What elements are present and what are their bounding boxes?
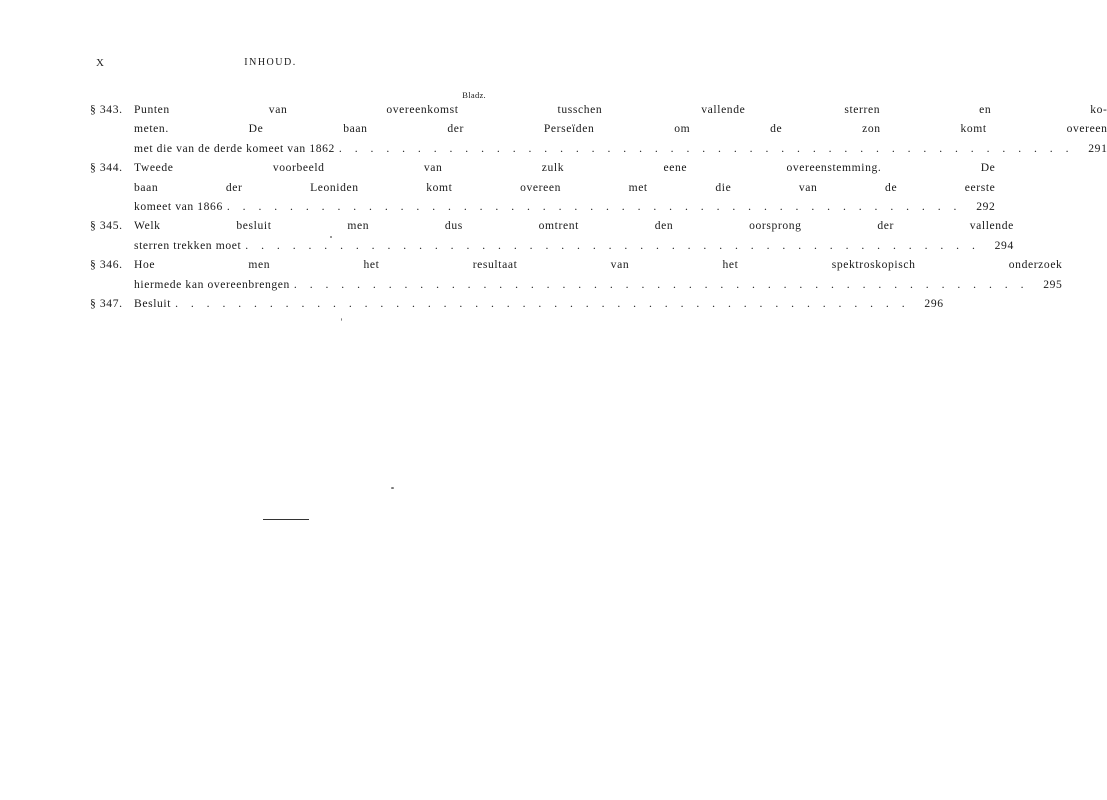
section-number: § 344. — [90, 161, 123, 175]
end-rule — [263, 519, 309, 520]
toc-entry — [90, 216, 1014, 255]
dot-leader — [175, 294, 910, 313]
toc-entry — [90, 158, 996, 216]
toc-entry — [90, 255, 1063, 294]
running-title: INHOUD. — [244, 57, 297, 68]
entry-line: meten. De baan der Perseïden om de zon komt overeen — [134, 122, 1107, 136]
entry-last-line — [134, 294, 944, 313]
section-number: § 345. — [90, 219, 123, 233]
page-reference: 295 — [1043, 277, 1063, 291]
entry-line: hiermede kan overeenbrengen — [134, 277, 290, 291]
page-reference: 294 — [994, 238, 1014, 252]
section-number: § 347. — [90, 297, 123, 311]
page-reference: 296 — [924, 297, 944, 311]
page-column-label: Bladz. — [462, 90, 486, 100]
dot-leader — [227, 197, 962, 216]
entry-line: Besluit — [134, 297, 172, 311]
entry-last-line — [134, 236, 1014, 255]
entry-line: Punten van overeenkomst tusschen vallende sterren en ko- — [134, 103, 1107, 116]
entry-text — [134, 294, 944, 313]
page-reference: 292 — [976, 200, 996, 214]
entry-text — [134, 255, 1062, 294]
dot-leader — [294, 275, 1029, 294]
entry-last-line — [134, 197, 995, 216]
paper-speck — [330, 236, 332, 238]
section-number: § 346. — [90, 258, 123, 272]
entry-text — [134, 100, 1107, 158]
toc-entry — [90, 100, 1107, 158]
entry-line: Tweede voorbeeld van zulk eene overeenstemming. De — [134, 161, 996, 175]
paper-speck — [391, 487, 394, 489]
toc-entry — [90, 294, 944, 313]
entry-text — [134, 216, 1014, 255]
table-of-contents — [90, 100, 1107, 313]
entry-line: met die van de derde komeet van 1862 — [134, 141, 335, 155]
page-number: X — [96, 57, 105, 69]
entry-line: sterren trekken moet — [134, 238, 242, 252]
entry-line: baan der Leoniden komt overeen met die van de eerste — [134, 180, 996, 194]
entry-last-line — [134, 275, 1062, 294]
entry-line: komeet van 1866 — [134, 200, 223, 214]
entry-text — [134, 158, 995, 216]
entry-line: Welk besluit men dus omtrent den oorsprong der vallende — [134, 219, 1014, 233]
dot-leader — [245, 236, 980, 255]
dot-leader — [339, 139, 1074, 158]
section-number: § 343. — [90, 103, 123, 116]
entry-line: Hoe men het resultaat van het spektroskopisch onderzoek — [134, 258, 1063, 272]
entry-last-line — [134, 139, 1107, 158]
paper-speck — [341, 318, 342, 321]
page-reference: 291 — [1088, 141, 1107, 155]
